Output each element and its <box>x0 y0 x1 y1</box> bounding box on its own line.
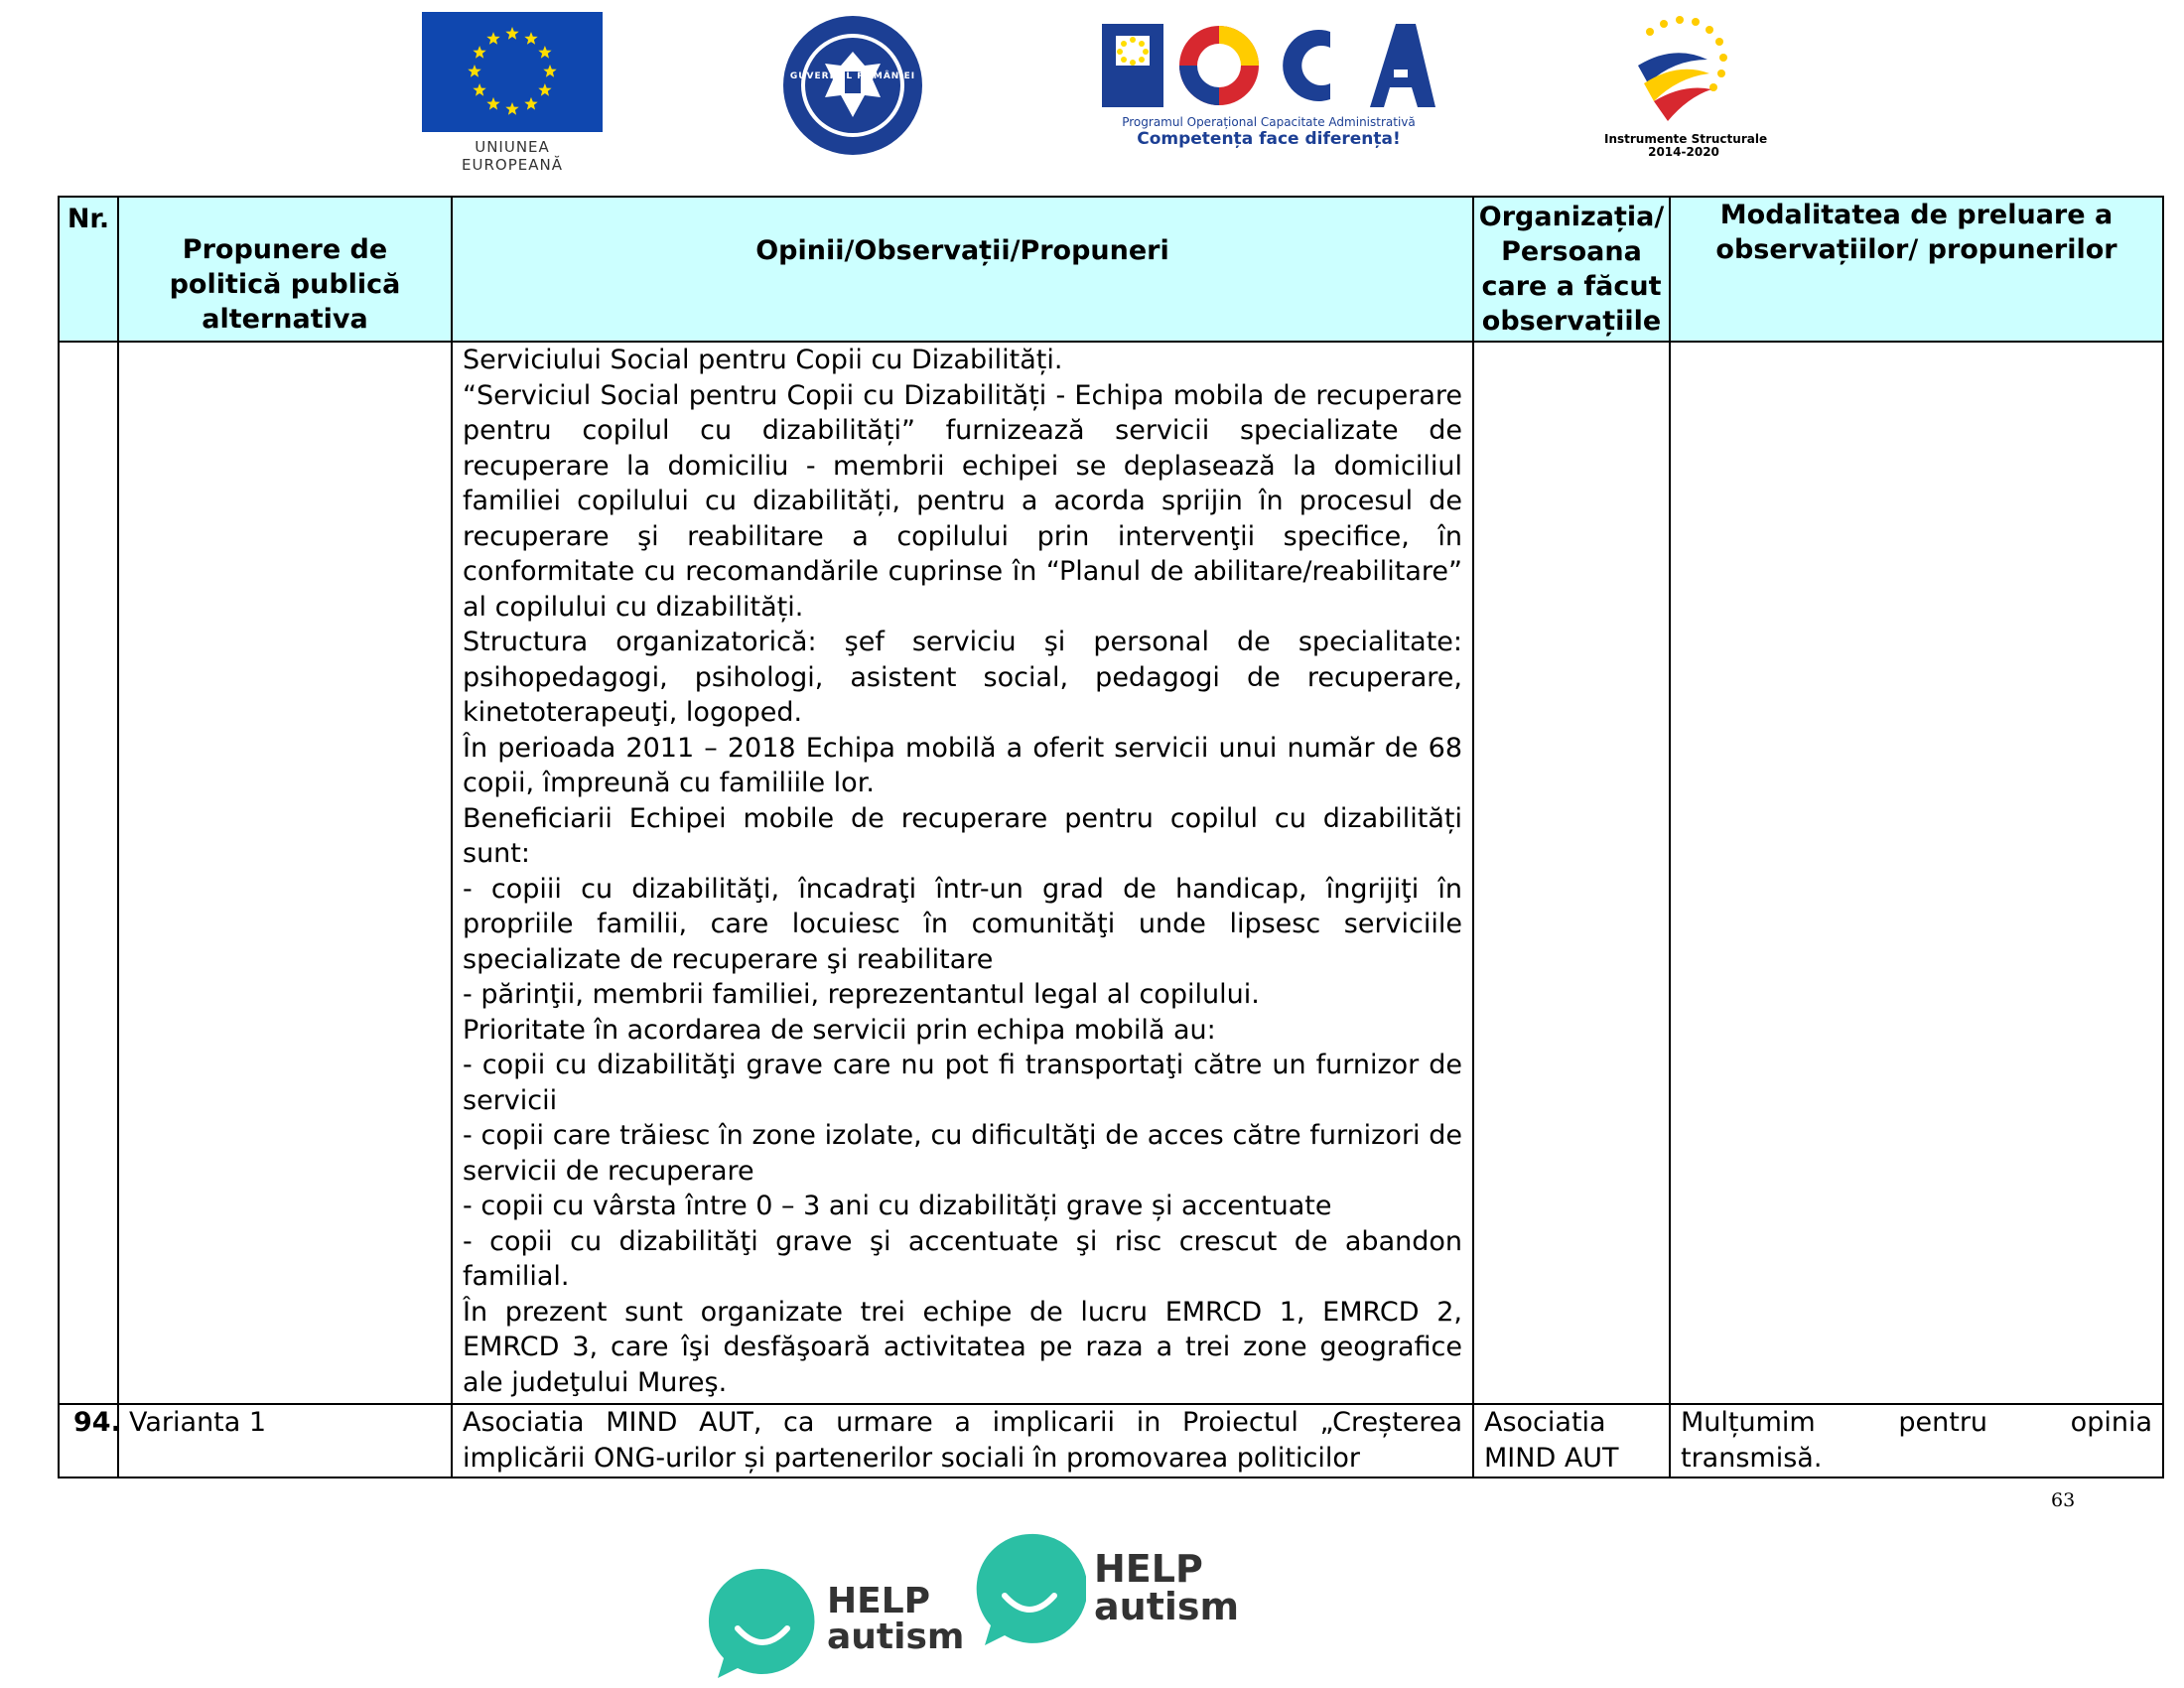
gov-seal-text: GUVERNUL ROMÂNIEI <box>789 71 916 81</box>
opinion-paragraph: - copii care trăiesc în zone izolate, cu dificultăţi de acces către furnizori de servicii de recuperare <box>463 1120 1462 1187</box>
help-autism-logo <box>708 1567 965 1686</box>
opinion-paragraph: Structura organizatorică: şef serviciu şi personal de specialitate: psihopedagogi, psihologi, asistent social, pedagogi de recuperare, kinetoterapeuţi, logoped. <box>463 627 1462 728</box>
poca-tagline: Competența face diferența! <box>1137 129 1401 149</box>
cell-opinion-continued <box>452 342 1473 1404</box>
poca-title-text <box>1102 18 1103 19</box>
structural-instruments-caption-1: Instrumente Structurale <box>1604 132 1768 146</box>
eu-caption: UNIUNEA EUROPEANĂ <box>462 138 563 174</box>
header-modality: Modalitatea de preluare a observațiilor/ propunerilor <box>1670 197 2163 342</box>
table-row <box>59 342 2163 1404</box>
opinion-paragraph: Serviciului Social pentru Copii cu Dizabilități. <box>463 345 1063 375</box>
opinion-paragraph: În prezent sunt organizate trei echipe de lucru EMRCD 1, EMRCD 2, EMRCD 3, care îşi desfăşoară activitatea pe raza a trei zone geografice ale judeţului Mureş. <box>463 1296 1462 1398</box>
eu-logo <box>422 12 603 174</box>
help-text: HELP <box>1094 1547 1203 1591</box>
table-header-row <box>59 197 2163 342</box>
header-organization: Organizația/ Persoana care a făcut observațiile <box>1473 197 1670 342</box>
poca-logo <box>1102 18 1435 157</box>
opinion-paragraph: - copii cu dizabilităţi grave care nu pot fi transportaţi către un furnizor de servicii <box>463 1050 1462 1116</box>
opinion-paragraph: Prioritate în acordarea de servicii prin echipa mobilă au: <box>463 1014 1216 1046</box>
opinion-paragraph: Beneficiarii Echipei mobile de recuperare pentru copilul cu dizabilități sunt: <box>463 802 1462 869</box>
cell-nr-empty <box>59 342 118 1404</box>
poca-subtitle: Programul Operațional Capacitate Administrativă <box>1122 115 1416 129</box>
help-text: HELP <box>827 1581 931 1621</box>
speech-bubble-icon <box>973 1532 1086 1647</box>
speech-bubble-icon <box>708 1567 817 1680</box>
help-autism-logo <box>973 1532 1240 1651</box>
header-proposal: Propunere de politică publică alternativa <box>118 197 452 342</box>
header-nr: Nr. <box>59 197 118 342</box>
cell-proposal-empty <box>118 342 452 1404</box>
structural-instruments-caption-2: 2014-2020 <box>1648 145 1719 159</box>
cell-organization-empty <box>1473 342 1670 1404</box>
government-seal-logo <box>781 14 924 157</box>
cell-opinion: Asociatia MIND AUT, ca urmare a implicarii in Proiectul „Creșterea implicării ONG-urilor și partenerilor sociali în promovarea politicilor <box>452 1404 1473 1477</box>
opinion-paragraph: - părinţii, membrii familiei, reprezentantul legal al copilului. <box>463 979 1260 1010</box>
cell-modality-empty <box>1670 342 2163 1404</box>
poca-title <box>1102 18 1435 113</box>
table-row <box>59 1404 2163 1477</box>
header-opinions: Opinii/Observații/Propuneri <box>452 197 1473 342</box>
opinion-paragraph: - copiii cu dizabilităţi, încadraţi într-un grad de handicap, îngrijiţi în propriile familii, care locuiesc în comunităţi unde lipsesc serviciile specializate de recuperare şi reabilitare <box>463 873 1462 975</box>
page-number: 63 <box>2051 1489 2076 1511</box>
cell-organization: Asociatia MIND AUT <box>1473 1404 1670 1477</box>
eu-flag-icon <box>422 12 603 132</box>
opinion-paragraph: - copii cu dizabilităţi grave şi accentuate şi risc crescut de abandon familial. <box>463 1225 1462 1292</box>
cell-modality: Mulțumim pentru opinia transmisă. <box>1670 1404 2163 1477</box>
structural-instruments-logo <box>1604 14 1768 159</box>
opinion-paragraph: În perioada 2011 – 2018 Echipa mobilă a oferit servicii unui număr de 68 copii, împreună cu familiile lor. <box>463 732 1462 798</box>
autism-text: autism <box>1094 1585 1240 1628</box>
opinion-paragraph: “Serviciul Social pentru Copii cu Dizabilități - Echipa mobila de recuperare pentru copilul cu dizabilități” furnizează servicii specializate de recuperare la domiciliu - membrii echipei se deplasează la domiciliul familiei copilului cu dizabilități, pentru a acorda sprijin în procesul de recuperare şi reabilitare a copilului prin intervenţii specifice, în conformitate cu recomandările cuprinse în “Planul de abilitare/reabilitare” al copilului cu dizabilități. <box>463 379 1462 623</box>
cell-nr: 94. <box>59 1404 118 1477</box>
autism-text: autism <box>827 1617 965 1657</box>
opinion-paragraph: - copii cu vârsta între 0 – 3 ani cu dizabilități grave și accentuate <box>463 1191 1332 1221</box>
cell-proposal: Varianta 1 <box>118 1404 452 1477</box>
observations-table <box>58 196 2164 1478</box>
